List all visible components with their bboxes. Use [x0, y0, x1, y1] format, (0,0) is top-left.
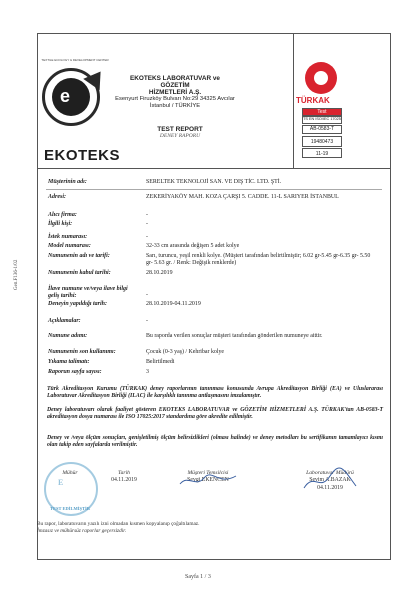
field-label: Deneyin yapıldığı tarih: [48, 301, 107, 307]
turkak-ref1: TS EN ISO/IEC 17025 [302, 116, 342, 124]
field-value: Belirtilmedi [146, 359, 175, 365]
field-divider [46, 189, 382, 190]
company-name-line2: HİZMETLERİ A.Ş. [148, 89, 202, 96]
field-label: Alıcı firma: [48, 212, 77, 218]
accreditation-statement: Deney laboratuvarı olarak faaliyet gösteren EKOTEKS LABORATUVAR ve GÖZETİM HİZMETLERİ A.Ş. TÜRKAK'tan AB-0583-T akreditasyon dosya numarası ile ISO 17025:2017 standardına göre akredite edilmiştir. [47, 407, 383, 420]
field-value: Çocuk (0-3 yaş) / Kehribar kolye [146, 349, 225, 355]
field-value: - [146, 234, 148, 240]
accreditation-statement: Türk Akreditasyon Kurumu (TÜRKAK) deney raporlarının tanınması konusunda Avrupa Akreditasyon Birliği (EA) ve Uluslararası Laboratuvar Akreditasyon Birliği (ILAC) ile karşılıklı tanınma antlaşmasını imzalamıştır. [47, 386, 383, 399]
field-label: İlave numune ve/veya ilave bilgi geliş tarihi: [48, 286, 128, 299]
field-label: Yıkama talimatı: [48, 359, 90, 365]
date-label: Tarih [118, 470, 130, 476]
field-label: Müşterinin adı: [48, 179, 87, 185]
field-label: İstek numarası: [48, 234, 88, 240]
field-value: ZEKERİYAKÖY MAH. KOZA ÇARŞI 5. CADDE. 11-L SARIYER İSTANBUL [146, 194, 339, 200]
manager-label: Müşteri Temsilcisi [187, 470, 229, 476]
seal-label: Mühür [62, 470, 78, 476]
seal-stamp-mark: E [58, 478, 64, 487]
turkak-band: Test [302, 108, 342, 116]
field-label: Raporun sayfa sayısı: [48, 369, 102, 375]
field-value: Bu raporda verilen sonuçlar müşteri tarafından gönderilen numuneye aittir. [146, 333, 323, 339]
field-value: SERELTEK TEKNOLOJİ SAN. VE DIŞ TİC. LTD. ŞTİ. [146, 179, 282, 185]
header-column-divider [293, 33, 294, 168]
form-code: Gen.F136-1/02 [14, 259, 19, 290]
field-label: Numunenin kabul tarihi: [48, 270, 111, 276]
logo-inner-disc [52, 78, 90, 116]
turkak-name: TÜRKAK [296, 96, 330, 105]
field-label: Adresi: [48, 194, 66, 200]
date-value: 04.11.2019 [111, 477, 137, 483]
report-title: TEST REPORT [157, 126, 203, 133]
field-value: - [146, 292, 148, 298]
field-value: - [146, 318, 148, 324]
accreditation-statement: Deney ve /veya ölçüm sonuçları, genişletilmiş ölçüm belirsizlikleri (olması halinde) ve deney metodları bu sertifikanın tamamlayıcı kısmı olan takip eden sayfalarda verilmiştir. [47, 435, 383, 448]
page-number: Sayfa 1 / 3 [185, 574, 211, 580]
company-name-line1: EKOTEKS LABORATUVAR ve GÖZETİM [130, 75, 220, 89]
turkak-report-no: 19480473 [302, 136, 342, 147]
report-subtitle: DENEY RAPORU [159, 133, 201, 139]
company-block [115, 75, 235, 110]
turkak-ref2: AB-0583-T [302, 125, 342, 134]
manager-signature-icon [178, 472, 238, 490]
lab-manager-name: Sevim A.BAZAK [309, 477, 351, 483]
lab-manager-signature-icon [300, 466, 360, 496]
footer-copy-notice: Bu rapor, laboratuvarın yazılı izni olmadan kısmen kopyalanıp çoğaltılamaz. [37, 521, 200, 527]
field-value: 28.10.2019 [146, 270, 173, 276]
brand-name: EKOTEKS [44, 147, 121, 164]
field-label: İlgili kişi: [48, 221, 73, 227]
turkak-logo-icon [305, 62, 337, 94]
field-label: Numune adımı: [48, 333, 88, 339]
field-value: 32-33 cm arasında değişen 5 adet kolye [146, 243, 240, 249]
company-address-line2: İstanbul / TÜRKİYE [149, 103, 201, 109]
header-divider [37, 168, 391, 169]
field-label: Numunenin son kullanımı: [48, 349, 116, 355]
manager-name: Sevgi EKENCEN [187, 477, 229, 483]
logo-e-glyph: e [60, 86, 71, 106]
lab-manager-label: Laboratuvar Müdürü [306, 470, 354, 476]
field-label: Numunenin adı ve tarifi: [48, 253, 110, 259]
field-value: - [146, 221, 148, 227]
footer-validity-notice: İmzasız ve mühürsüz raporlar geçersizdir. [37, 528, 127, 534]
field-label: Açıklamalar: [48, 318, 81, 324]
field-value: 28.10.2019-04.11.2019 [146, 301, 201, 307]
seal-stamp-text: TEST EDİLMİŞTİR [50, 506, 91, 511]
logo-ring-text: TEXTILE ECOLOGY & DEVELOPMENT CENTER [41, 58, 109, 62]
field-value: Sarı, turuncu, yeşil renkli kolye. (Müşteri tarafından belirtilmiştir; 6.02 gr-5.45 gr-6.35 gr- 5.50 gr- 5.63 gr. / Renk: Değişik renklerde) [146, 253, 371, 266]
field-label: Model numarası: [48, 243, 91, 249]
field-value: - [146, 212, 148, 218]
company-address-line1: Esenyurt Firuzköy Bulvarı No:29 34325 Avcılar [115, 96, 235, 102]
turkak-date-code: 11-19 [302, 148, 342, 158]
field-value: 3 [146, 369, 149, 375]
lab-manager-date: 04.11.2019 [317, 485, 343, 491]
